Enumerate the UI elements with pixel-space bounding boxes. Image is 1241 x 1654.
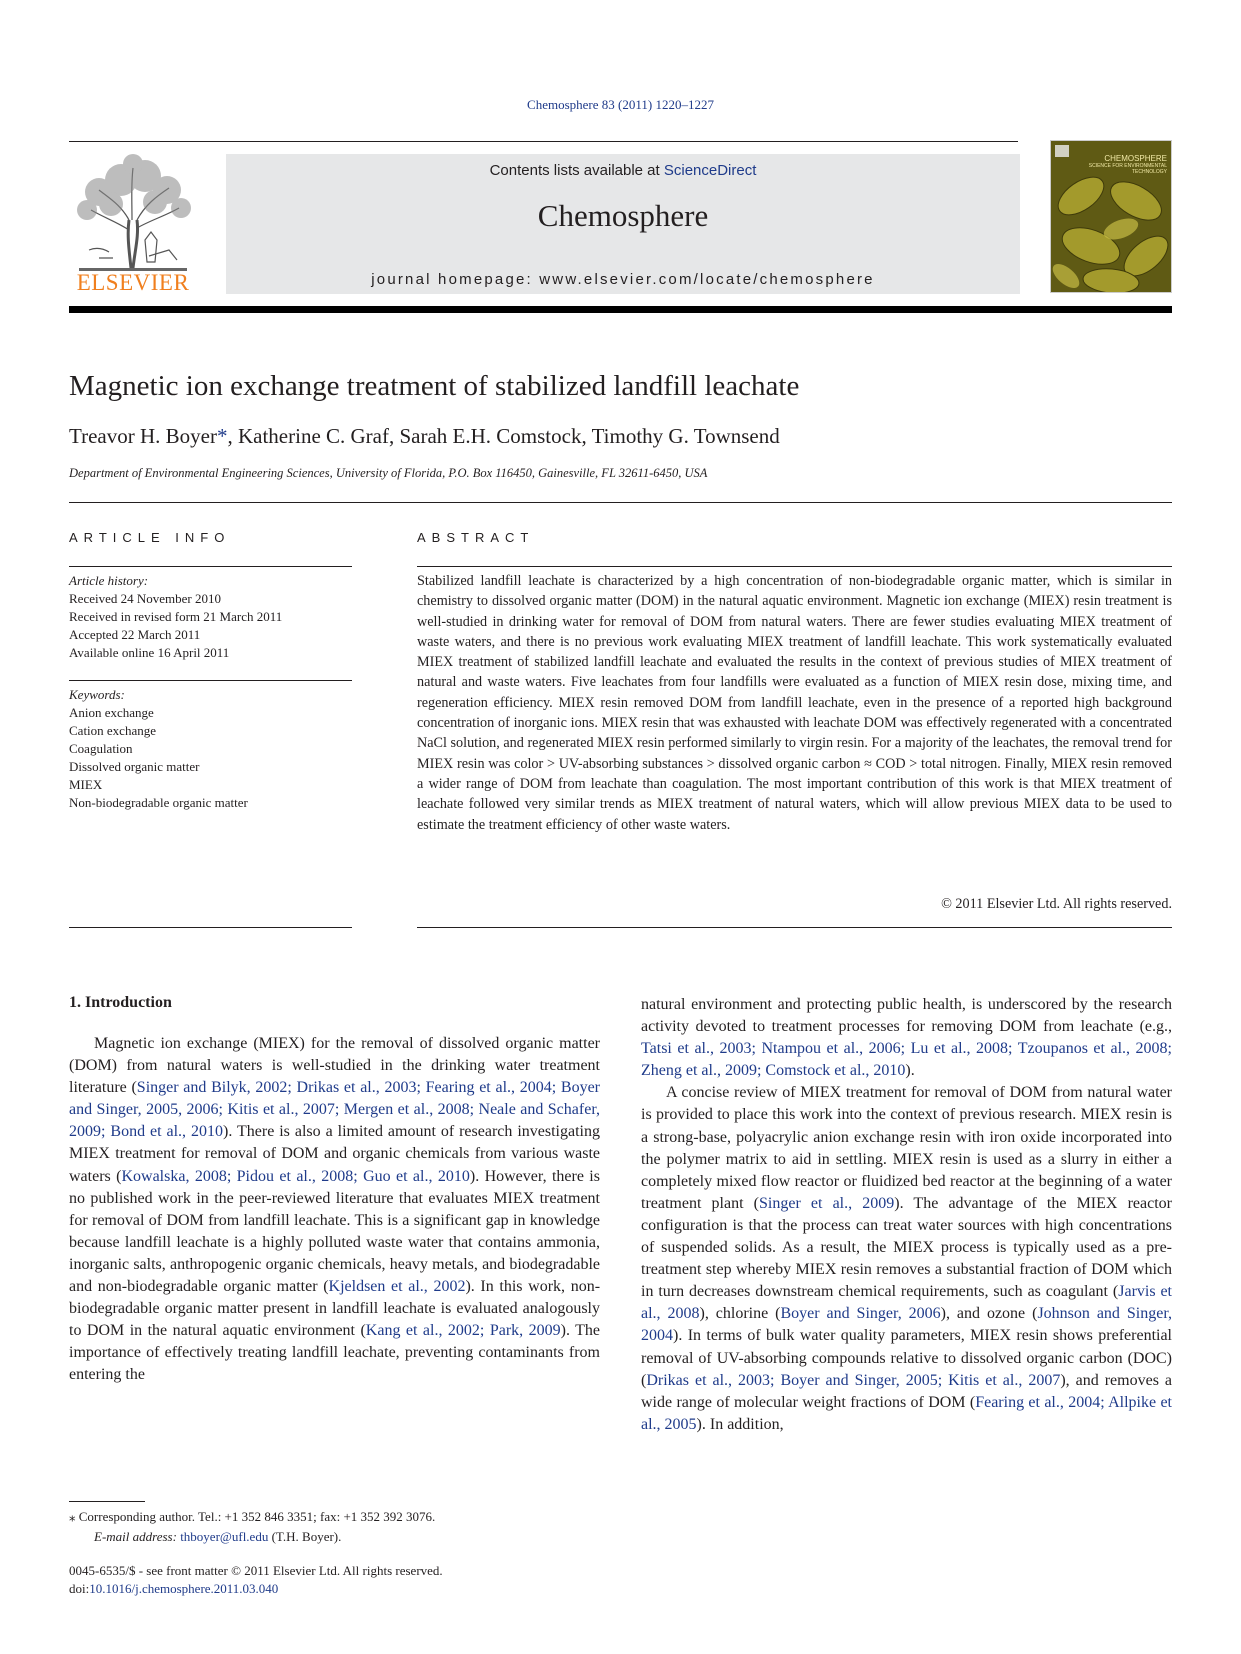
intro-left-column	[69, 1033, 600, 1387]
contents-line: Contents lists available at ScienceDirect	[489, 162, 757, 179]
intro-paragraph-2	[641, 1082, 1172, 1436]
footnote-rule	[69, 1501, 145, 1502]
cover-label: CHEMOSPHERE SCIENCE FOR ENVIRONMENTAL TECHNOLOGY	[1088, 154, 1167, 175]
journal-homepage[interactable]: journal homepage: www.elsevier.com/locate/chemosphere	[371, 271, 875, 288]
footnote	[69, 1507, 629, 1547]
author-boyer[interactable]: Treavor H. Boyer	[69, 424, 217, 448]
body-text: ). In this work, non-biodegradable organic matter present in landfill leachate is evaluated analogously to DOM in the natural aquatic environment (	[69, 1278, 601, 1340]
body-text: Magnetic ion exchange (MIEX) for the removal of dissolved organic matter (DOM) from natural waters is well-studied in the drinking water treatment literature (	[69, 1035, 600, 1097]
body-text: ). The advantage of the MIEX reactor configuration is that the process can treat water sources with high concentrations of suspended solids. As a result, the MIEX process is typically used as a pre-treatment step whereby MIEX resin removes a substantial fraction of DOM which in turn decreases downstream chemical requirements, such as coagulant (	[641, 1194, 1172, 1301]
body-text: ). In addition,	[696, 1415, 784, 1433]
body-text: ). In terms of bulk water quality parameters, MIEX resin shows preferential removal of UV-absorbing compounds relative to dissolved organic carbon (DOC) (	[641, 1327, 1172, 1389]
keyword-item: MIEX	[69, 777, 103, 792]
article-history: Article history: Received 24 November 2010 Received in revised form 21 March 2011 Accepted 22 March 2011 Available online 16 April 2011	[69, 572, 352, 662]
email-note: E-mail address: thboyer@ufl.edu (T.H. Boyer).	[94, 1529, 342, 1544]
corresponding-author-note: ⁎ Corresponding author. Tel.: +1 352 846 3351; fax: +1 352 392 3076.	[69, 1509, 436, 1524]
abstract-heading: ABSTRACT	[417, 530, 535, 545]
citation-link[interactable]: Singer and Bilyk, 2002; Drikas et al., 2003; Fearing et al., 2004; Boyer and Singer, 2005, 2006; Kitis et al., 2007; Mergen et al., 2008; Neale and Schafer, 2009; Bond et al., 2010	[69, 1079, 601, 1141]
history-received: Received 24 November 2010	[69, 591, 221, 606]
citation-link[interactable]: Tatsi et al., 2003; Ntampou et al., 2006; Lu et al., 2008; Tzoupanos et al., 2008; Zheng et al., 2009; Comstock et al., 2010	[641, 1040, 1172, 1080]
doi-line: doi:10.1016/j.chemosphere.2011.03.040	[69, 1581, 279, 1596]
journal-title: Chemosphere	[537, 198, 709, 233]
body-text: ). There is also a limited amount of research investigating MIEX treatment for removal of DOM and organic chemicals from various waste waters (	[69, 1123, 600, 1185]
journal-cover-image[interactable]	[1050, 140, 1172, 293]
issn-line: 0045-6535/$ - see front matter © 2011 Elsevier Ltd. All rights reserved.	[69, 1563, 443, 1578]
abstract-rule	[417, 566, 1172, 567]
header-thick-rule	[69, 306, 1172, 313]
author-list	[69, 424, 780, 449]
affiliation-rule	[69, 502, 1172, 503]
article-info-heading: ARTICLE INFO	[69, 530, 231, 545]
keyword-item: Coagulation	[69, 741, 133, 756]
keyword-item: Cation exchange	[69, 723, 156, 738]
intro-paragraph-1	[69, 1033, 600, 1387]
citation-link[interactable]: Drikas et al., 2003; Boyer and Singer, 2005; Kitis et al., 2007	[646, 1371, 1061, 1389]
journal-banner	[226, 154, 1020, 294]
journal-citation[interactable]: Chemosphere 83 (2011) 1220–1227	[527, 97, 714, 112]
abstract-text: Stabilized landfill leachate is characterized by a high concentration of non-biodegradable organic matter, which is similar in chemistry to dissolved organic matter (DOM) in the natural aquatic environment. Magnetic ion exchange (MIEX) resin treatment is well-studied in drinking water for removal of DOM from natural waters. There are fewer studies evaluating MIEX treatment of waste waters, and there is no previous work evaluating MIEX treatment of landfill leachate. This work systematically evaluated MIEX treatment of stabilized landfill leachate and evaluated the results in the context of previous studies of MIEX treatment of natural and waste waters. Five leachates from four landfills were evaluated as a function of MIEX resin dose, mixing time, and regeneration efficiency. MIEX resin removed DOM from landfill leachate, even in the presence of a reported high background concentration of inorganic ions. MIEX resin that was exhausted with leachate DOM was effectively regenerated with a concentrated NaCl solution, and regenerated MIEX resin performed similarly to virgin resin. For a majority of the leachates, the removal trend for MIEX resin was color > UV-absorbing substances > dissolved organic carbon ≈ COD > total nitrogen. Finally, MIEX resin removed a wider range of DOM from leachate than coagulation. The most important contribution of this work is that MIEX treatment of leachate followed very similar trends as MIEX treatment of natural waters, which will allow previous MIEX data to be used to estimate the treatment efficiency of other waste waters.	[417, 573, 1172, 833]
other-authors: , Katherine C. Graf, Sarah E.H. Comstock, Timothy G. Townsend	[227, 424, 780, 448]
history-revised: Received in revised form 21 March 2011	[69, 609, 283, 624]
article-title: Magnetic ion exchange treatment of stabilized landfill leachate	[69, 370, 800, 402]
affiliation: Department of Environmental Engineering Sciences, University of Florida, P.O. Box 116450, Gainesville, FL 32611-6450, USA	[69, 466, 708, 480]
history-online: Available online 16 April 2011	[69, 645, 230, 660]
intro-paragraph-1-cont	[641, 994, 1172, 1082]
corresponding-author-mark[interactable]: *	[216, 424, 228, 448]
body-text: ), chlorine (	[699, 1305, 781, 1323]
front-matter-info	[69, 1562, 629, 1598]
citation-link[interactable]: Kowalska, 2008; Pidou et al., 2008; Guo et al., 2010	[121, 1167, 470, 1185]
copyright: © 2011 Elsevier Ltd. All rights reserved.	[941, 896, 1172, 912]
citation-link[interactable]: Fearing et al., 2004; Allpike et al., 2005	[641, 1393, 1172, 1433]
body-text: ), and ozone (	[940, 1305, 1038, 1323]
keywords: Keywords: Anion exchange Cation exchange Coagulation Dissolved organic matter MIEX Non-biodegradable organic matter	[69, 686, 352, 812]
citation-link[interactable]: Boyer and Singer, 2006	[780, 1305, 941, 1323]
intro-right-column	[641, 994, 1172, 1436]
citation-link[interactable]: Singer et al., 2009	[759, 1194, 895, 1212]
history-rule	[69, 680, 352, 681]
body-text: ). However, there is no published work in the peer-reviewed literature that evaluates MIEX treatment for removal of DOM from landfill leachate. This is a significant gap in knowledge because landfill leachate is a highly polluted waste water that contains ammonia, inorganic salts, anthropogenic organic chemicals, heavy metals, and biodegradable and non-biodegradable organic matter (	[69, 1167, 600, 1296]
citation-link[interactable]: Jarvis et al., 2008	[641, 1283, 1173, 1323]
body-text: ).	[905, 1062, 915, 1080]
doi-link[interactable]: 10.1016/j.chemosphere.2011.03.040	[89, 1581, 279, 1596]
body-text: ), and removes a wide range of molecular weight fractions of DOM (	[641, 1371, 1173, 1411]
keywords-rule	[69, 927, 352, 928]
header-rule	[69, 141, 1018, 142]
section-heading-introduction: 1. Introduction	[69, 994, 172, 1011]
citation-link[interactable]: Kang et al., 2002; Park, 2009	[365, 1322, 561, 1340]
email-link[interactable]: thboyer@ufl.edu	[180, 1529, 269, 1544]
body-text: A concise review of MIEX treatment for removal of DOM from natural water is provided to place this work into the context of previous research. MIEX resin is a strong-base, polyacrylic anion exchange resin with iron oxide incorporated into the polymer matrix to aid in settling. MIEX resin is used as a slurry in either a completely mixed flow reactor or fluidized bed reactor at the beginning of a water treatment plant (	[641, 1084, 1172, 1212]
keyword-item: Dissolved organic matter	[69, 759, 200, 774]
body-text: natural environment and protecting public health, is underscored by the research activity devoted to treatment processes for removing DOM from leachate (e.g.,	[641, 996, 1172, 1036]
citation-link[interactable]: Johnson and Singer, 2004	[641, 1305, 1173, 1345]
body-text: ). The importance of effectively treating landfill leachate, preventing contaminants from entering the	[69, 1322, 600, 1384]
history-accepted: Accepted 22 March 2011	[69, 627, 201, 642]
keyword-item: Anion exchange	[69, 705, 154, 720]
citation-link[interactable]: Kjeldsen et al., 2002	[328, 1278, 466, 1296]
sciencedirect-link[interactable]: ScienceDirect	[663, 162, 757, 179]
article-info-rule	[69, 566, 352, 567]
elsevier-wordmark: ELSEVIER	[76, 270, 190, 295]
abstract-end-rule	[417, 927, 1172, 928]
keyword-item: Non-biodegradable organic matter	[69, 795, 248, 810]
